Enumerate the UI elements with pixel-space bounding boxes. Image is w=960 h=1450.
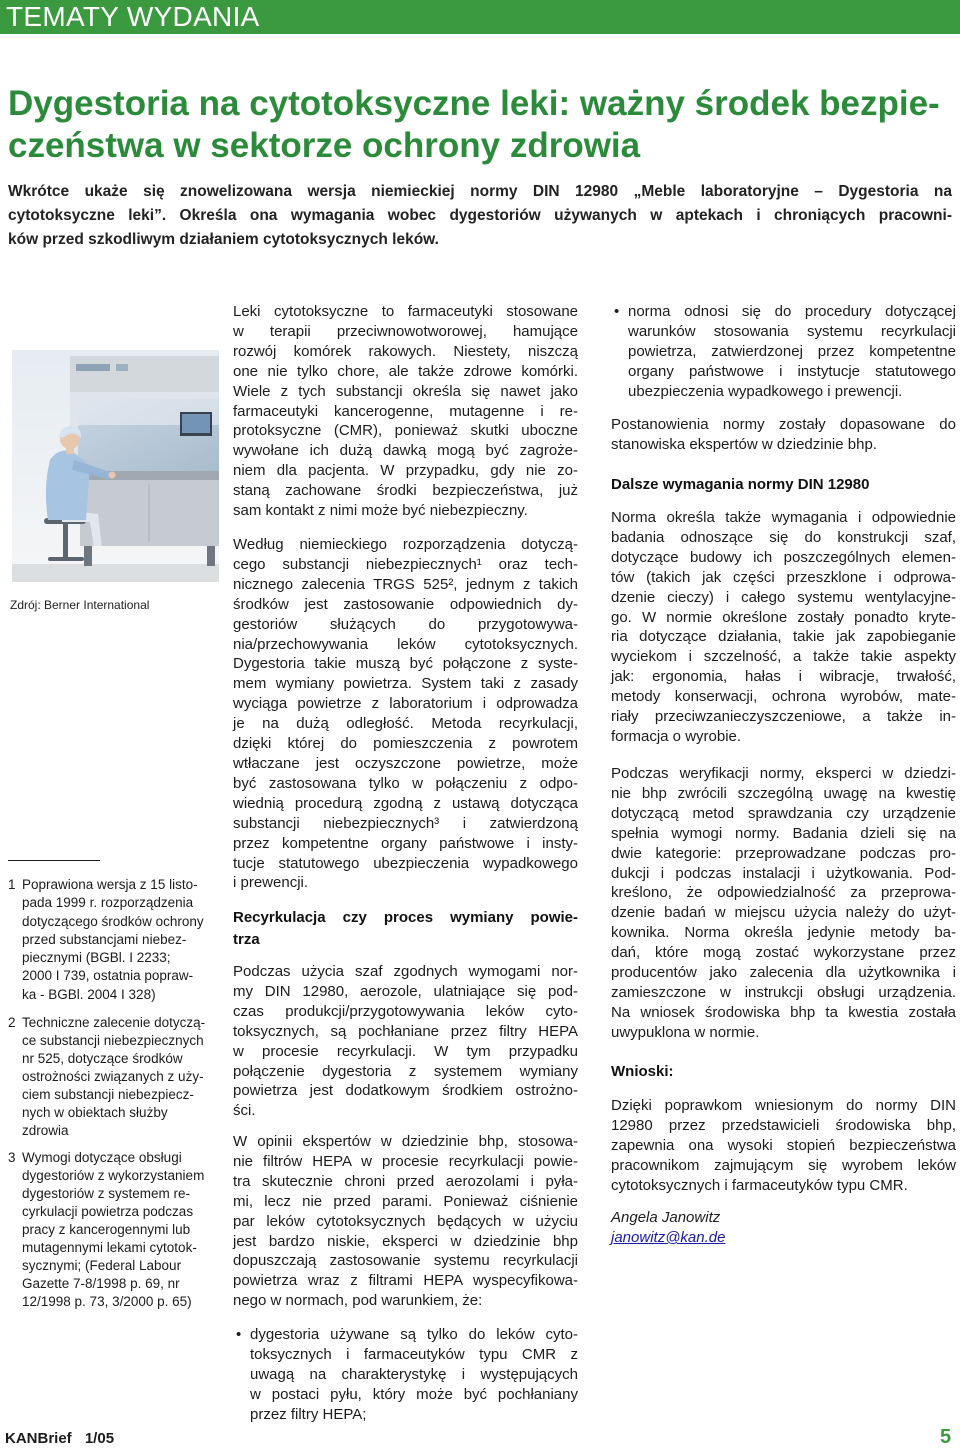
text-line: dygestoriów z systemem re- bbox=[22, 1186, 191, 1201]
text-line: wywołane ich dużą dawką mogą być zagroże- bbox=[233, 442, 578, 460]
text-line: mem wymiany powietrza. System taki z zasady bbox=[233, 675, 578, 693]
footnote bbox=[8, 1014, 223, 1140]
text-line: 12980 przez przedstawicieli środowiska bhp, bbox=[611, 1116, 956, 1134]
text-line: farmaceutyki kancerogenne, mutagenne i re- bbox=[233, 402, 578, 420]
text-line: Dzięki poprawkom wniesionym do normy DIN bbox=[611, 1097, 956, 1114]
text-line: pracy z kancerogennymi lub bbox=[22, 1222, 191, 1237]
bullet-item bbox=[233, 1325, 578, 1425]
text-line: wtłaczane jest oczyszczone powietrze, może bbox=[233, 754, 578, 772]
text-line: dzenie cieczy) i całego systemu wentylacyjne- bbox=[611, 588, 956, 606]
text-line: Norma określa także wymagania i odpowiednie bbox=[611, 509, 956, 526]
section-header-bar bbox=[0, 0, 960, 34]
text-line: dotyczące budowy ich poszczególnych elemen- bbox=[611, 548, 956, 566]
article-lead bbox=[8, 180, 952, 252]
body-paragraph bbox=[611, 764, 956, 1043]
text-line: sycznymi; (Federal Labour bbox=[22, 1258, 182, 1273]
text-line: zamieszczone w instrukcji obsługi urządzenia. bbox=[611, 983, 956, 1001]
text-line: par leków cytotoksycznych będących w użyciu bbox=[233, 1212, 578, 1230]
body-paragraph bbox=[233, 962, 578, 1121]
photo-fume-hood-lab bbox=[12, 350, 219, 582]
text-line: ków przed szkodliwym działaniem cytotoksycznych leków. bbox=[8, 231, 439, 248]
text-line: Podczas użycia szaf zgodnych wymogami nor- bbox=[233, 963, 578, 980]
text-line: wiednią procedurą zgodną z ustawą dotycząca bbox=[233, 794, 578, 812]
text-line: norma odnosi się do procedury dotyczącej bbox=[628, 303, 956, 320]
text-line: organy państwowe i instytucje statutowego bbox=[628, 362, 956, 380]
text-line: Podczas weryfikacji normy, eksperci w dziedzi- bbox=[611, 765, 956, 782]
text-line: nie filtrów HEPA w procesie recyrkulacji powie- bbox=[233, 1152, 578, 1170]
article-title bbox=[8, 83, 952, 167]
section-title: TEMATY WYDANIA bbox=[6, 1, 260, 32]
text-line: nicznego zalecenia TRGS 525², jednym z takich bbox=[233, 575, 578, 593]
text-line: być zastosowana tylko w połączeniu z odpo- bbox=[233, 774, 578, 792]
text-line: ka - BGBl. 2004 I 328) bbox=[22, 986, 156, 1002]
text-line: tra skutecznie chroni przed aerozolami i pyła- bbox=[233, 1172, 578, 1190]
text-line: pada 1999 r. rozporządzenia bbox=[22, 895, 194, 911]
text-line: dotyczącego środków ochrony bbox=[22, 913, 204, 929]
text-line: czeństwa w sektorze ochrony zdrowia bbox=[8, 126, 641, 165]
footnote bbox=[8, 876, 223, 1004]
text-line: dopuszczają zastosowanie systemu recyrkulacji bbox=[233, 1252, 578, 1270]
section-heading: Wnioski: bbox=[611, 1063, 674, 1080]
text-line: toksycznych, są pochłaniane przez filtry HEPA bbox=[233, 1022, 578, 1040]
text-line: warunków stosowania systemu recyrkulacji bbox=[628, 322, 956, 340]
photo-caption: Zdrój: Berner International bbox=[10, 598, 150, 612]
text-line: Gazette 7-8/1998 p. 69, nr bbox=[22, 1276, 180, 1291]
floor bbox=[12, 564, 219, 582]
bullet-item bbox=[611, 302, 956, 402]
page-number: 5 bbox=[940, 1426, 952, 1448]
text-line: sam kontakt z nimi może być niebezpieczny. bbox=[233, 502, 528, 520]
footer-publication: KANBrief 1/05 bbox=[5, 1430, 115, 1447]
text-line: nia/przechowywania leków cytotoksycznych. bbox=[233, 635, 578, 653]
text-line: tów (takich jak części przeszklone i odprowa- bbox=[611, 568, 956, 586]
text-line: protoksyczne (CMR), ponieważ skutki uboczne bbox=[233, 422, 578, 440]
text-line: mi, lecz nie przed parami. Ponieważ ciśnienie bbox=[233, 1192, 578, 1210]
text-line: one nie tylko chore, ale także zdrowe komórki. bbox=[233, 362, 578, 380]
text-line: jak: ergonomia, hałas i wibracje, trwałość, bbox=[611, 668, 956, 686]
text-line: Wiele z tych substancji określa się nawet jako bbox=[233, 382, 578, 400]
text-line: cytotoksyczne leki”. Określa ona wymagania wobec dygestoriów używanych w aptekach i chroniących pracowni- bbox=[8, 207, 952, 224]
text-line: zapewnia ona wysoki stopień bezpieczeństwa bbox=[611, 1136, 956, 1154]
text-line: metody konserwacji, ochrona wyrobów, mate- bbox=[611, 688, 956, 706]
text-line: piecznymi (BGBl. I 2233; bbox=[22, 950, 171, 966]
text-line: Na wniosek środowiska bhp ta kwestia została bbox=[611, 1003, 956, 1021]
text-line: je na dużą odległość. Metoda recyrkulacji, bbox=[233, 715, 578, 733]
text-line: tucje statutowego ubezpieczenia wypadkowego bbox=[233, 854, 578, 872]
text-line: przed substancjami niebez- bbox=[22, 931, 187, 947]
text-line: dotyczącą metod sprawdzania czy urządzenie bbox=[611, 804, 956, 822]
text-line: stanowiska ekspertów w dziedzinie bhp. bbox=[611, 435, 877, 453]
bullet-marker: • bbox=[236, 1326, 242, 1343]
text-line: kreślono, że odpowiedzialność za przeprowa- bbox=[611, 884, 956, 902]
text-line: ciem substancji niebezpiecz- bbox=[22, 1087, 194, 1102]
text-line: cego substancji niebezpiecznych¹ oraz tech- bbox=[233, 555, 578, 573]
text-line: Dygestoria na cytotoksyczne leki: ważny środek bezpie- bbox=[8, 84, 940, 123]
text-line: ria dotyczące działania, takie jak zapobieganie bbox=[611, 628, 956, 646]
body-paragraph bbox=[611, 415, 956, 455]
text-line: dań, które mogą zostać wykorzystane przez bbox=[611, 944, 956, 962]
footnote-number: 1 bbox=[8, 877, 16, 892]
body-paragraph bbox=[611, 508, 956, 747]
text-line: jest bardzo niskie, eksperci w dziedzinie bhp bbox=[233, 1232, 578, 1250]
text-line: dygestoria używane są tylko do leków cyto- bbox=[250, 1326, 578, 1343]
text-line: Według niemieckiego rozporządzenia dotyczą- bbox=[233, 536, 578, 553]
text-line: staną zachowane środki bezpieczeństwa, już bbox=[233, 482, 578, 500]
text-line: nr 525, dotyczące środków bbox=[22, 1051, 183, 1066]
body-paragraph bbox=[233, 1132, 578, 1311]
text-line: przez filtry HEPA; bbox=[250, 1405, 367, 1423]
text-line: Leki cytotoksyczne to farmaceutyki stosowane bbox=[233, 303, 578, 320]
text-line: dzenie badań w miejscu użycia należy do użyt- bbox=[611, 904, 956, 922]
body-paragraph bbox=[233, 302, 578, 521]
text-line: dzięki której do pomieszczenia z powrotem bbox=[233, 735, 578, 753]
text-line: ostrożności związanych z uży- bbox=[22, 1069, 204, 1084]
text-line: uwypuklona w normie. bbox=[611, 1023, 760, 1041]
text-line: dwie kategorie: przeprowadzane podczas pro- bbox=[611, 844, 956, 862]
text-line: dukcji i podczas instalacji i użytkowania. Pod- bbox=[611, 864, 956, 882]
text-line: ubezpieczenia wypadkowego i prewencji. bbox=[628, 382, 903, 400]
text-line: i prewencji. bbox=[233, 874, 309, 892]
text-line: ce substancji niebezpiecznych bbox=[22, 1033, 204, 1048]
text-line: dygestoriów z wykorzystaniem bbox=[22, 1168, 205, 1183]
text-line: Dygestoria takie muszą być połączone z syste- bbox=[233, 655, 578, 673]
text-line: go. W normie określone zostały ponadto kryte- bbox=[611, 608, 956, 626]
text-line: Wkrótce ukaże się znowelizowana wersja niemieckiej normy DIN 12980 „Meble laboratoryjne – Dygestoria na bbox=[8, 183, 952, 200]
text-line: rozwój komórek rakowych. Niestety, niszczą bbox=[233, 342, 578, 360]
text-line: nego w normach, pod warunkiem, że: bbox=[233, 1292, 483, 1310]
text-line: połączenie dygestoria z systemem wymiany bbox=[233, 1062, 578, 1080]
body-paragraph bbox=[233, 535, 578, 893]
text-line: spełnia wymogi normy. Badania dzieli się na bbox=[611, 824, 956, 842]
text-line: gestoriów służących do przygotowywa- bbox=[233, 615, 578, 633]
fume-hood bbox=[68, 356, 219, 566]
text-line: Wymogi dotyczące obsługi bbox=[22, 1150, 182, 1165]
text-line: nych w obiektach służby bbox=[22, 1105, 168, 1120]
text-line: przez kompetentne organy państwowe i insty- bbox=[233, 834, 578, 852]
text-line: zdrowia bbox=[22, 1123, 69, 1138]
text-line: formacja o wyrobie. bbox=[611, 727, 742, 745]
text-line: wyciąga powietrze z laboratorium i odprowadza bbox=[233, 695, 578, 713]
footnote-text bbox=[22, 1149, 223, 1311]
text-line: środków jest zastosowanie odpowiednich dy- bbox=[233, 595, 578, 613]
text-line: producentów jako zalecenia dla użytkownika i bbox=[611, 964, 956, 982]
text-line: Poprawiona wersja z 15 listo- bbox=[22, 877, 198, 892]
bullet-marker: • bbox=[614, 303, 620, 320]
text-line: uwagą na charakterystykę i występujących bbox=[250, 1365, 578, 1383]
text-line: toksycznych i farmaceutyków typu CMR z bbox=[250, 1345, 578, 1363]
footnote-separator bbox=[8, 860, 100, 861]
photo-illustration bbox=[12, 350, 219, 582]
text-line: wyciekom i szczelność, a także takie aspekty bbox=[611, 648, 956, 666]
text-line: powietrza, zatwierdzonej przez kompetentne bbox=[628, 342, 956, 360]
text-line: powietrza jest dodatkowym środkiem ostrożno- bbox=[233, 1082, 578, 1100]
text-line: cyrkulacji powietrza podczas bbox=[22, 1204, 194, 1219]
text-line: w postaci pyłu, który może być pochłaniany bbox=[250, 1385, 578, 1403]
footnote-number: 2 bbox=[8, 1015, 16, 1030]
text-line: Postanowienia normy zostały dopasowane do bbox=[611, 416, 956, 433]
author-email-link[interactable]: janowitz@kan.de bbox=[611, 1229, 726, 1246]
body-paragraph bbox=[611, 1096, 956, 1196]
text-line: my DIN 12980, aerozole, ulatniające się pod- bbox=[233, 982, 578, 1000]
text-line: nie bhp zwrócili szczególną uwagę na kwestię bbox=[611, 784, 956, 802]
text-line: 12/1998 p. 73, 3/2000 p. 65) bbox=[22, 1294, 192, 1309]
bullet-text bbox=[628, 302, 956, 402]
section-heading: Dalsze wymagania normy DIN 12980 bbox=[611, 476, 870, 493]
text-line: kownika. Norma określa jedynie metody ba- bbox=[611, 924, 956, 942]
text-line: riały przeciwzanieczyszczeniowe, a także in- bbox=[611, 708, 956, 726]
text-line: Recyrkulacja czy proces wymiany powie- bbox=[233, 909, 578, 926]
text-line: powietrza wraz z filtrami HEPA wyspecyfikowa- bbox=[233, 1272, 578, 1290]
text-line: mutagennymi lekami cytotok- bbox=[22, 1240, 197, 1255]
footnote-text bbox=[22, 1014, 223, 1140]
author-name: Angela Janowitz bbox=[611, 1209, 721, 1226]
section-heading bbox=[233, 907, 578, 951]
text-line: trza bbox=[233, 931, 260, 948]
text-line: czas produkcji/przygotowywania leków cyto- bbox=[233, 1002, 578, 1020]
text-line: 2000 I 739, ostatnia popraw- bbox=[22, 968, 194, 984]
text-line: ści. bbox=[233, 1102, 256, 1120]
author-email-row bbox=[611, 1228, 956, 1248]
footnote-text bbox=[22, 876, 223, 1004]
text-line: substancji niebezpiecznych³ i zatwierdzoną bbox=[233, 814, 578, 832]
text-line: w procesie recyrkulacji. W tym przypadku bbox=[233, 1042, 578, 1060]
text-line: Techniczne zalecenie dotyczą- bbox=[22, 1015, 206, 1030]
text-line: w terapii przeciwnowotworowej, hamujące bbox=[233, 322, 578, 340]
text-line: W opinii ekspertów w dziedzinie bhp, stosowa- bbox=[233, 1133, 578, 1150]
text-line: niem dla pacjenta. W przypadku, gdy nie zo- bbox=[233, 462, 578, 480]
footnote-number: 3 bbox=[8, 1150, 16, 1165]
bullet-text bbox=[250, 1325, 578, 1425]
footnote bbox=[8, 1149, 223, 1311]
text-line: pracownikom zajmującym się wyrobem leków bbox=[611, 1156, 956, 1174]
text-line: badania odnoszące się do konstrukcji szaf, bbox=[611, 528, 956, 546]
text-line: cytotoksycznych i farmaceutyków typu CMR. bbox=[611, 1176, 908, 1194]
